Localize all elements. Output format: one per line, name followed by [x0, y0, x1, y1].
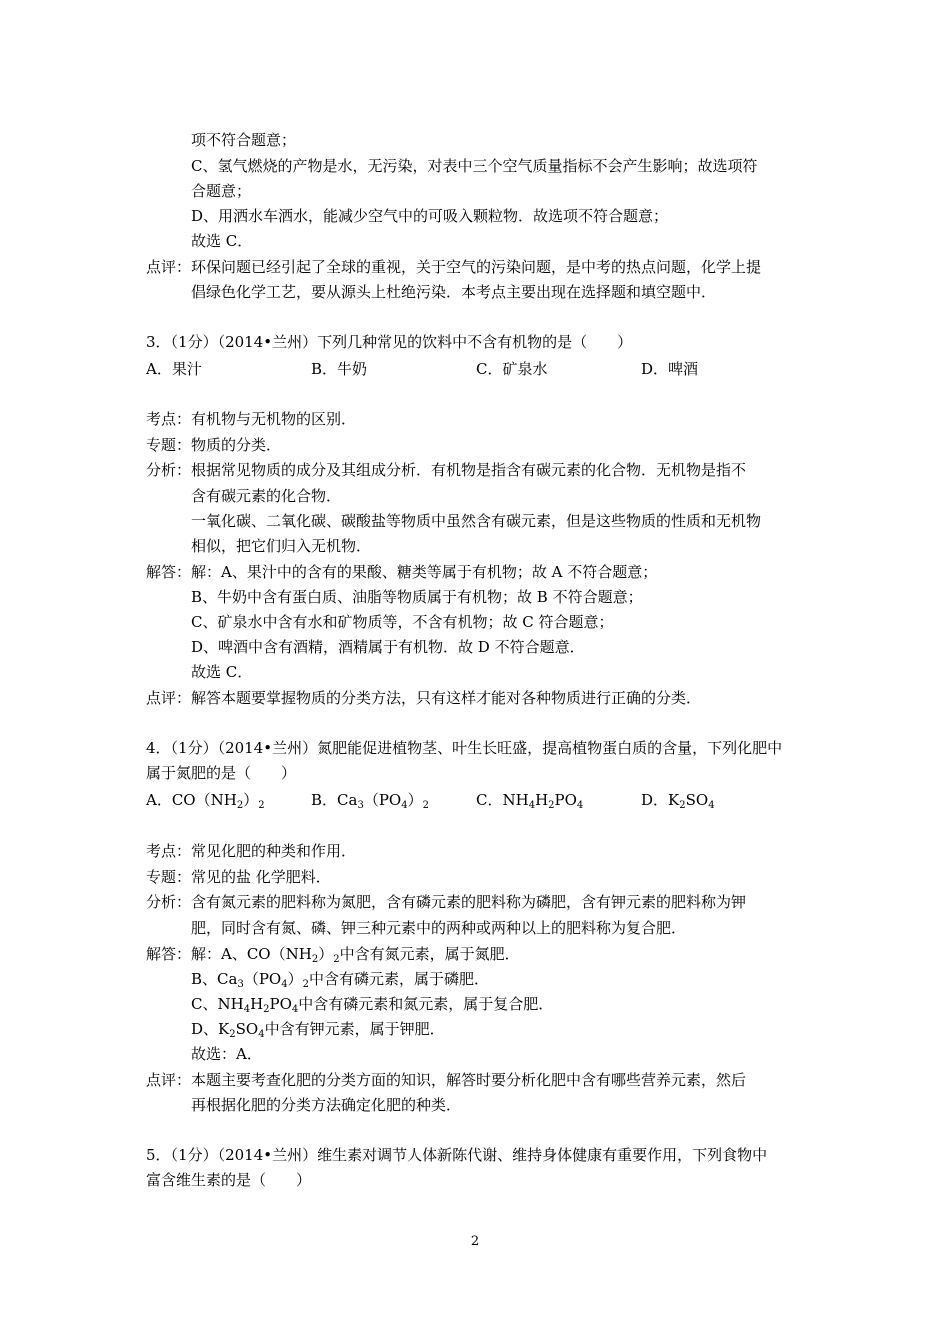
- q5-stem-line2: 富含维生素的是（ ）: [146, 1171, 312, 1189]
- q4-option-d: D．$K_2SO_4$: [641, 791, 715, 811]
- q2-comment-label: 点评：: [146, 258, 192, 276]
- q4-jieda-d: D、$K_2SO_4$中含有钾元素，属于钾肥．: [191, 1020, 445, 1040]
- q3-zhuanti: 物质的分类．: [191, 436, 282, 454]
- q4-option-c: C．$NH_4H_2PO_4$: [476, 791, 584, 811]
- q3-fenxi-label: 分析：: [146, 461, 192, 479]
- q4-jieda-b: B、$Ca_3(PO_4)_2$中含有磷元素，属于磷肥．: [191, 970, 489, 990]
- q3-jieda-a: 解：A、果汁中的含有的果酸、糖类等属于有机物；故 A 不符合题意；: [191, 563, 658, 581]
- q4-dianping-label: 点评：: [146, 1071, 192, 1089]
- q4-zhuanti-label: 专题：: [146, 868, 192, 886]
- q2-comment-line1: 环保问题已经引起了全球的重视，关于空气的污染问题，是中考的热点问题，化学上提: [191, 258, 762, 276]
- q4-dianping-line1: 本题主要考查化肥的分类方面的知识，解答时要分析化肥中含有哪些营养元素，然后: [191, 1071, 747, 1089]
- q3-fenxi-line2: 含有碳元素的化合物．: [191, 487, 342, 505]
- q3-jieda-c: C、矿泉水中含有水和矿物质等，不含有机物；故 C 符合题意；: [191, 613, 614, 631]
- q4-choose: 故选：A．: [191, 1045, 262, 1063]
- q3-fenxi-line4: 相似，把它们归入无机物．: [191, 537, 372, 555]
- q3-fenxi-line3: 一氧化碳、二氧化碳、碳酸盐等物质中虽然含有碳元素，但是这些物质的性质和无机物: [191, 512, 762, 530]
- q3-option-d: D．啤酒: [641, 360, 699, 378]
- q4-kaodian: 常见化肥的种类和作用．: [191, 842, 357, 860]
- q5-stem-line1: 5．（1分）（2014•兰州）维生素对调节人体新陈代谢、维持身体健康有重要作用，下列食物中: [146, 1146, 768, 1164]
- q4-kaodian-label: 考点：: [146, 842, 192, 860]
- q4-zhuanti: 常见的盐 化学肥料．: [191, 868, 331, 886]
- q2-option-b-continuation: 项不符合题意；: [191, 131, 297, 149]
- q3-option-b: B．牛奶: [311, 360, 368, 378]
- q3-dianping-label: 点评：: [146, 689, 192, 707]
- q3-dianping: 解答本题要掌握物质的分类方法，只有这样才能对各种物质进行正确的分类．: [191, 689, 702, 707]
- q3-zhuanti-label: 专题：: [146, 436, 192, 454]
- q2-option-d: D、用洒水车洒水，能减少空气中的可吸入颗粒物．故选项不符合题意；: [191, 207, 669, 225]
- q4-dianping-line2: 再根据化肥的分类方法确定化肥的种类．: [191, 1096, 462, 1114]
- q3-option-c: C．矿泉水: [476, 360, 548, 378]
- q3-option-a: A．果汁: [146, 360, 202, 378]
- q4-fenxi-line1: 含有氮元素的肥料称为氮肥，含有磷元素的肥料称为磷肥，含有钾元素的肥料称为钾: [191, 893, 747, 911]
- q3-stem: 3．（1分）（2014•兰州）下列几种常见的饮料中不含有机物的是（ ）: [146, 333, 633, 351]
- q2-option-c-line2: 合题意；: [191, 182, 252, 200]
- q3-choose: 故选 C．: [191, 663, 253, 681]
- q2-choose: 故选 C．: [191, 232, 253, 250]
- q3-fenxi-line1: 根据常见物质的成分及其组成分析．有机物是指含有碳元素的化合物．无机物是指不: [191, 461, 747, 479]
- q3-jieda-label: 解答：: [146, 563, 192, 581]
- q4-jieda-c: C、$NH_4H_2PO_4$中含有磷元素和氮元素，属于复合肥．: [191, 995, 554, 1015]
- q4-stem-line1: 4．（1分）（2014•兰州）氮肥能促进植物茎、叶生长旺盛，提高植物蛋白质的含量，下列化肥中: [146, 739, 783, 757]
- q4-fenxi-label: 分析：: [146, 893, 192, 911]
- q3-jieda-d: D、啤酒中含有酒精，酒精属于有机物．故 D 不符合题意．: [191, 638, 585, 656]
- q4-jieda-label: 解答：: [146, 945, 192, 963]
- q4-jieda-a: 解：A、$CO(NH_2)_2$中含有氮元素，属于氮肥．: [191, 945, 520, 965]
- page-number: 2: [470, 1234, 480, 1249]
- q4-option-b: B．$Ca_3(PO_4)_2$: [311, 791, 429, 811]
- q4-stem-line2: 属于氮肥的是（ ）: [146, 764, 297, 782]
- q3-kaodian: 有机物与无机物的区别．: [191, 410, 357, 428]
- q2-comment-line2: 倡绿色化学工艺，要从源头上杜绝污染．本考点主要出现在选择题和填空题中．: [191, 283, 717, 301]
- q3-kaodian-label: 考点：: [146, 410, 192, 428]
- q2-option-c-line1: C、氢气燃烧的产物是水，无污染，对表中三个空气质量指标不会产生影响；故选项符: [191, 157, 758, 175]
- q4-fenxi-line2: 肥，同时含有氮、磷、钾三种元素中的两种或两种以上的肥料称为复合肥．: [191, 919, 687, 937]
- q3-jieda-b: B、牛奶中含有蛋白质、油脂等物质属于有机物；故 B 不符合题意；: [191, 588, 643, 606]
- q4-option-a: A．$CO(NH_2)_2$: [146, 791, 265, 811]
